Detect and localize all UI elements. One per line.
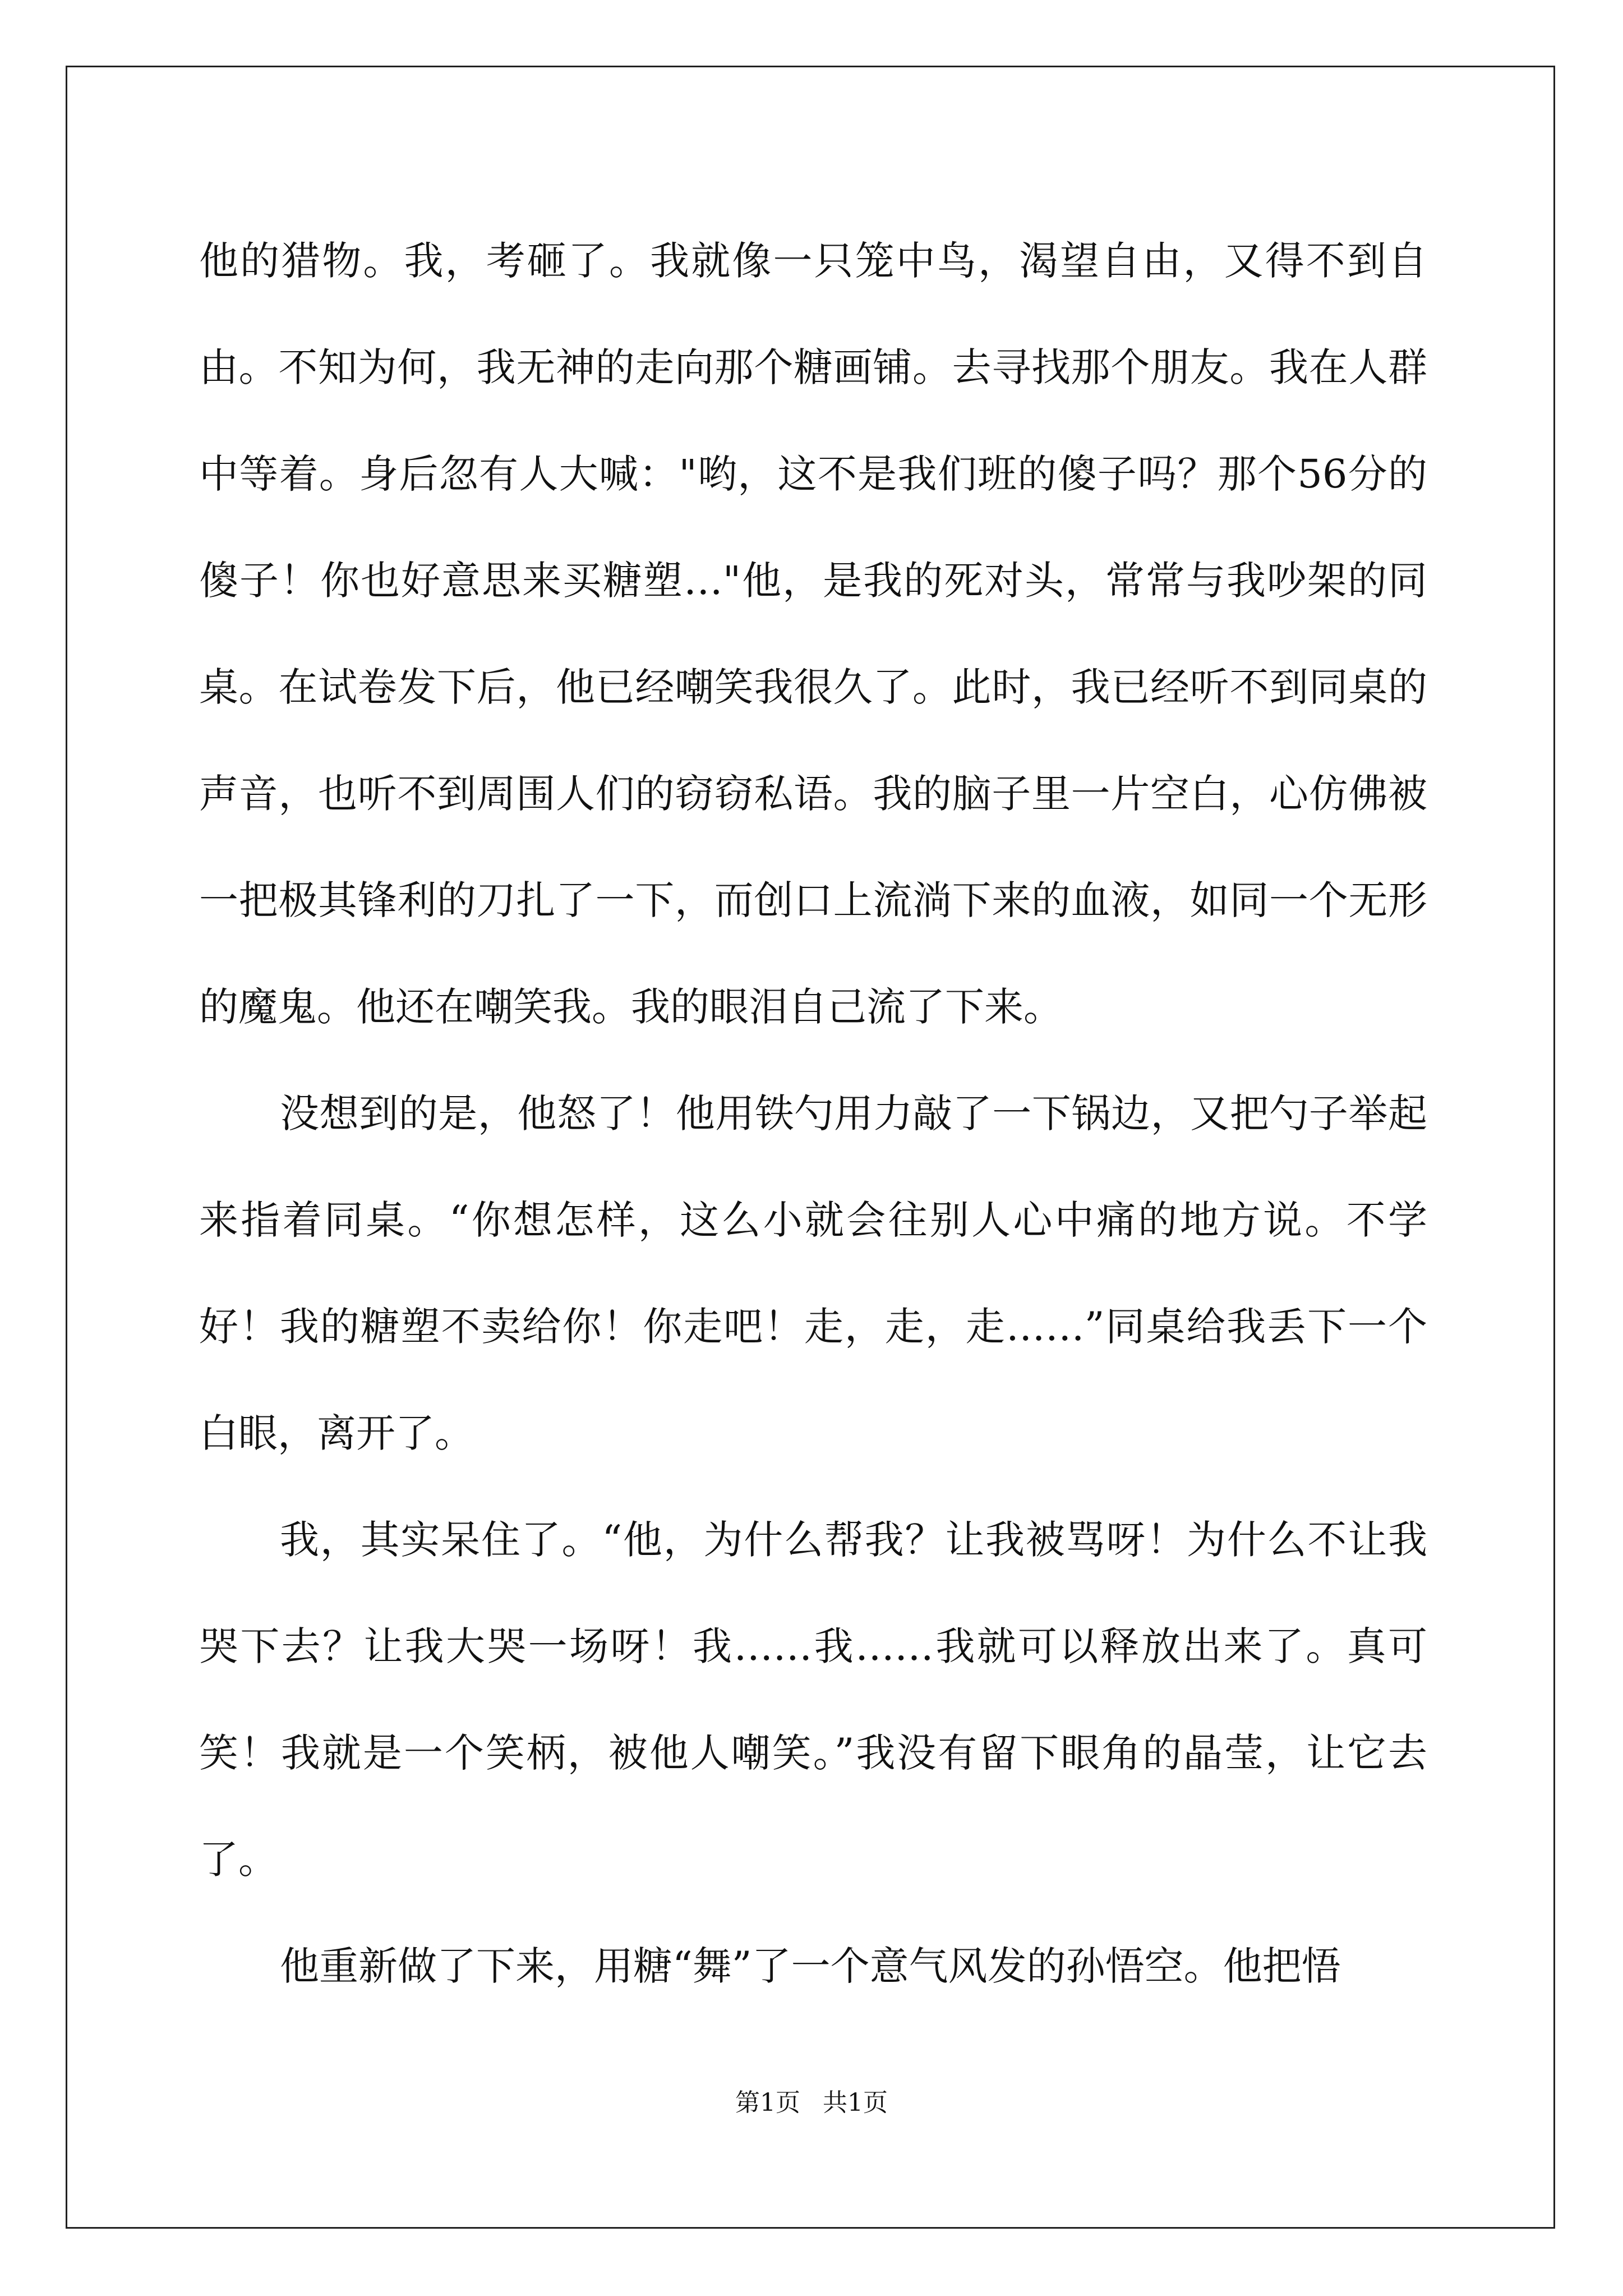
- paragraph-1: 他的猎物。我，考砸了。我就像一只笼中鸟，渴望自由，又得不到自由。不知为何，我无神的走向那个糖画铺。去寻找那个朋友。我在人群中等着。身后忽有人大喊："哟，这不是我们班的傻子吗？那个56分的傻子！你也好意思来买糖塑…"他，是我的死对头，常常与我吵架的同桌。在试卷发下后，他已经嘲笑我很久了。此时，我已经听不到同桌的声音，也听不到周围人们的窃窃私语。我的脑子里一片空白，心仿佛被一把极其锋利的刀扎了一下，而创口上流淌下来的血液，如同一个无形的魔鬼。他还在嘲笑我。我的眼泪自己流了下来。: [199, 238, 1427, 1030]
- page-total: 共1页: [823, 2088, 888, 2117]
- paragraph-4: 他重新做了下来，用糖“舞”了一个意气风发的孙悟空。他把悟: [280, 1943, 1341, 1989]
- page-footer: [0, 2082, 1623, 2118]
- paragraph-3: 我，其实呆住了。“他，为什么帮我？让我被骂呀！为什么不让我哭下去？让我大哭一场呀！我……我……我就可以释放出来了。真可笑！我就是一个笑柄，被他人嘲笑。”我没有留下眼角的晶莹，让它去了。: [199, 1517, 1427, 1883]
- page-number: 第1页: [735, 2088, 800, 2117]
- document-body: [199, 208, 1427, 2019]
- paragraph-2: 没想到的是，他怒了！他用铁勺用力敲了一下锅边，又把勺子举起来指着同桌。“你想怎样，这么小就会往别人心中痛的地方说。不学好！我的糖塑不卖给你！你走吧！走，走，走……”同桌给我丢下一个白眼，离开了。: [199, 1091, 1427, 1456]
